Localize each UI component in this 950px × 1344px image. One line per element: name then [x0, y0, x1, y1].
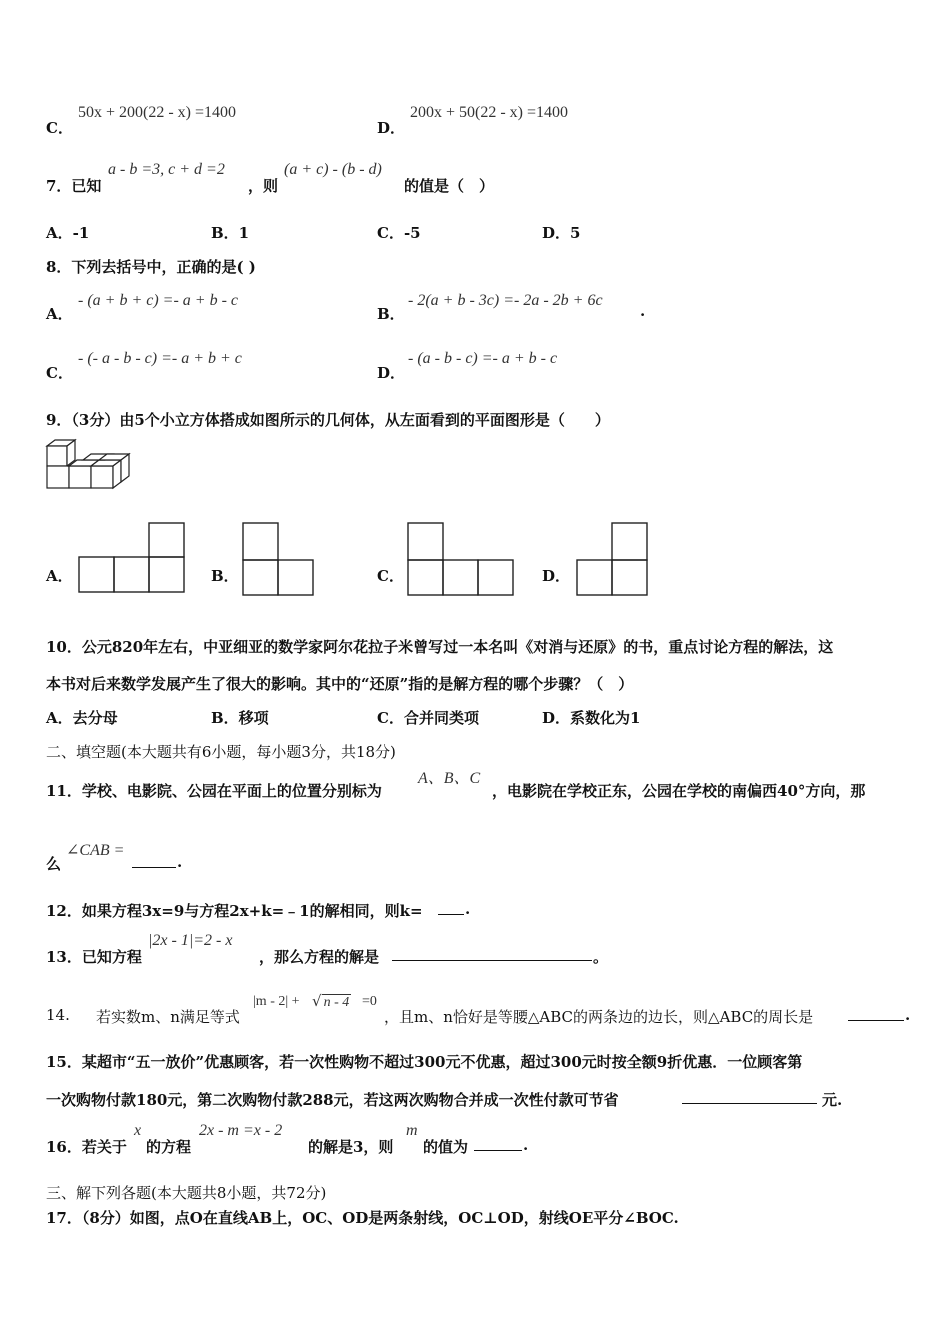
q12-pre: 12．如果方程3x=9与方程2x+k=﹣1的解相同，则k=	[46, 902, 423, 920]
q16-var2: m	[406, 1122, 418, 1139]
q7-then: ，则	[248, 177, 279, 195]
q10-line2: 本书对后来数学发展产生了很大的影响。其中的“还原”指的是解方程的哪个步骤？（ ）	[46, 675, 634, 693]
q14-radicand: n - 4	[323, 995, 350, 1010]
q16-answer-blank[interactable]	[474, 1136, 522, 1155]
q7-option-b: B．1	[211, 224, 250, 242]
q8-option-b-label: B．	[377, 305, 405, 323]
q13-expression: |2x - 1|=2 - x	[148, 932, 233, 949]
q11-line2-pre: 么	[46, 855, 62, 873]
q8-option-d-label: D．	[377, 364, 406, 382]
q11-answer-blank[interactable]	[132, 853, 176, 872]
q6-option-d	[377, 117, 405, 138]
q14-tail: .	[905, 1006, 911, 1024]
q8-option-b-expression: - 2(a + b - 3c) =- 2a - 2b + 6c	[408, 292, 603, 309]
q13-post: ，那么方程的解是	[259, 948, 380, 966]
q7-number: 7．已知	[46, 177, 102, 195]
q13-tail: 。	[593, 948, 609, 966]
q14-expression-b: =0	[362, 994, 377, 1009]
q16-post2: 的值为	[423, 1138, 469, 1156]
section-3-heading: 三、解下列各题(本大题共8小题，共72分)	[46, 1184, 327, 1202]
q9-cube-figure	[45, 436, 131, 494]
q17-text: 17．（8分）如图，点O在直线AB上，OC、OD是两条射线，OC⊥OD，射线OE平分∠BOC.	[46, 1209, 679, 1227]
q10-option-a: A．去分母	[46, 709, 118, 727]
q10-option-b: B．移项	[211, 709, 269, 727]
q10-option-d: D．系数化为1	[542, 709, 641, 727]
q11-angle: ∠CAB =	[66, 842, 125, 859]
q8-option-a-label: A．	[46, 305, 73, 323]
q16-var: x	[134, 1122, 142, 1139]
q7-option-d: D．5	[542, 224, 581, 242]
q14-pre: 若实数m、n满足等式	[96, 1008, 240, 1026]
q9-option-b-label: B．	[211, 567, 239, 585]
q15-line1: 15．某超市“五一放价”优惠顾客，若一次性购物不超过300元不优惠，超过300元时按全额9折优惠．一位顾客第	[46, 1053, 803, 1071]
q9-option-a-label: A．	[46, 567, 73, 585]
q15-tail: 元.	[822, 1091, 843, 1109]
q14-answer-blank[interactable]	[848, 1006, 904, 1025]
q10-line1: 10．公元820年左右，中亚细亚的数学家阿尔花拉子米曾写过一本名叫《对消与还原》的书，重点讨论方程的解法，这	[46, 638, 834, 656]
q16-post: 的解是3，则	[308, 1138, 394, 1156]
q8-option-d-expression: - (a - b - c) =- a + b - c	[408, 350, 558, 367]
q11-post: ，电影院在学校正东，公园在学校的南偏西40°方向，那	[492, 782, 866, 800]
option-label: C．	[46, 119, 73, 137]
q15-answer-blank[interactable]	[682, 1089, 817, 1108]
q6-option-c-expression: 50x + 200(22 - x) =1400	[78, 104, 237, 121]
q6-option-d-expression: 200x + 50(22 - x) =1400	[410, 104, 569, 121]
q14-sqrt	[312, 992, 351, 1011]
q16-expression: 2x - m =x - 2	[199, 1122, 283, 1139]
q8-option-a-expression: - (a + b + c) =- a + b - c	[78, 292, 239, 309]
q16-mid: 的方程	[146, 1138, 192, 1156]
q7-expression: (a + c) - (b - d)	[284, 161, 382, 178]
q9-option-c-figure	[407, 522, 517, 596]
q11-tail: .	[177, 853, 183, 871]
q8-option-b-tail: .	[640, 302, 646, 320]
q7-option-c: C．-5	[377, 224, 421, 242]
q9-option-d-label: D．	[542, 567, 571, 585]
q14-expression-a: |m - 2| +	[253, 994, 300, 1009]
q7-option-a: A．-1	[46, 224, 90, 242]
q9-option-c-label: C．	[377, 567, 404, 585]
q9-option-d-figure	[576, 522, 650, 596]
q12-tail: .	[465, 900, 471, 918]
q9-option-a-figure	[78, 522, 186, 594]
option-label: D．	[377, 119, 406, 137]
q8-option-c-expression: - (- a - b - c) =- a + b + c	[78, 350, 242, 367]
q7-condition: a - b =3, c + d =2	[108, 161, 225, 178]
section-2-heading: 二、填空题(本大题共有6小题，每小题3分，共18分)	[46, 743, 396, 761]
q13-answer-blank[interactable]	[392, 946, 592, 965]
q14-number: 14.	[46, 1006, 70, 1024]
q8-stem: 8．下列去括号中，正确的是( )	[46, 258, 256, 276]
q6-option-c	[46, 117, 73, 138]
q9-option-b-figure	[242, 522, 316, 596]
q14-post: ，且m、n恰好是等腰△ABC的两条边的边长，则△ABC的周长是	[384, 1008, 814, 1026]
q10-option-c: C．合并同类项	[377, 709, 479, 727]
q11-pre: 11．学校、电影院、公园在平面上的位置分别标为	[46, 782, 382, 800]
q15-line2-pre: 一次购物付款180元，第二次购物付款288元，若这两次购物合并成一次性付款可节省	[46, 1091, 619, 1109]
q11-labels: A、B、C	[418, 770, 481, 787]
q13-pre: 13．已知方程	[46, 948, 142, 966]
q16-tail: .	[523, 1136, 529, 1154]
q7-ask: 的值是（ ）	[404, 177, 495, 195]
q16-pre: 16．若关于	[46, 1138, 127, 1156]
q9-stem: 9．（3分）由5个小立方体搭成如图所示的几何体，从左面看到的平面图形是（ ）	[46, 411, 610, 429]
q12-answer-blank[interactable]	[438, 900, 464, 919]
q8-option-c-label: C．	[46, 364, 73, 382]
radical-sign-icon: √	[312, 992, 322, 1010]
